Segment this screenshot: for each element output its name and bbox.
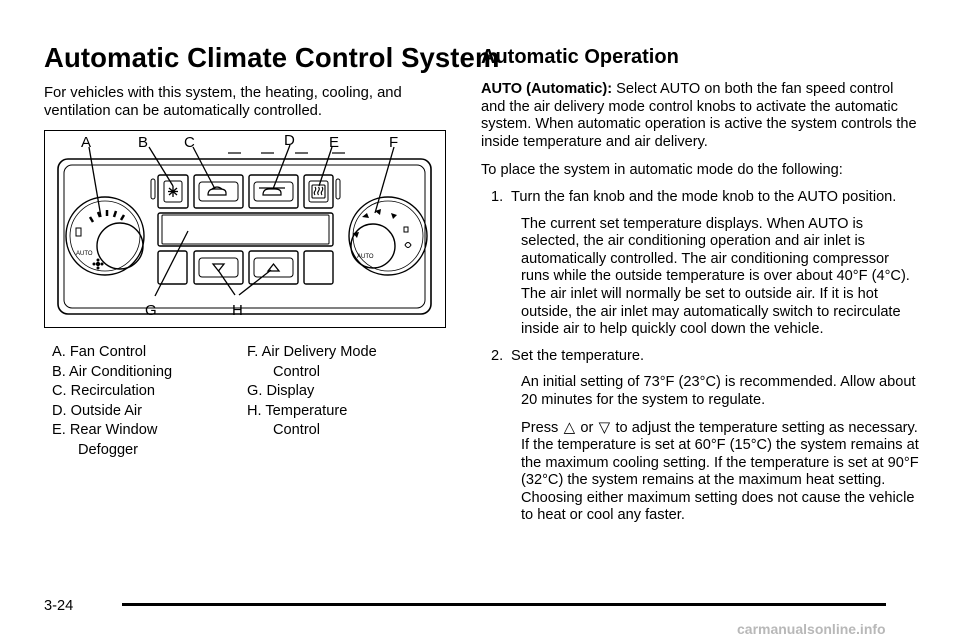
steps-intro: To place the system in automatic mode do the following: bbox=[481, 162, 843, 179]
panel-inner bbox=[64, 165, 425, 308]
or-text: or bbox=[576, 419, 598, 436]
legend-left bbox=[52, 343, 172, 461]
legend-item: D. Outside Air bbox=[52, 402, 143, 419]
step-title: Turn the fan knob and the mode knob to the AUTO position. bbox=[511, 188, 897, 205]
up-arrow-glyph: △ bbox=[563, 418, 576, 436]
step-2 bbox=[491, 348, 921, 366]
down-arrow-glyph: ▽ bbox=[598, 418, 611, 436]
step-2-detail-b bbox=[521, 419, 921, 526]
callout-e: E bbox=[329, 134, 340, 151]
callout-b: B bbox=[138, 134, 149, 151]
step-2-detail-block bbox=[491, 374, 921, 525]
climate-control-figure bbox=[44, 130, 446, 328]
step-2-detail-a: An initial setting of 73°F (23°C) is recommended. Allow about 20 minutes for the system to regulate. bbox=[521, 374, 916, 408]
step-title: Set the temperature. bbox=[511, 347, 645, 364]
legend-item: H. Temperature bbox=[247, 402, 348, 419]
left-column bbox=[44, 42, 500, 120]
mode-dial-auto-label: AUTO bbox=[357, 254, 374, 260]
callout-d: D bbox=[284, 132, 295, 149]
legend-item: G. Display bbox=[247, 383, 315, 400]
page-title: Automatic Climate Control System bbox=[44, 42, 500, 73]
callout-c: C bbox=[184, 134, 195, 151]
legend-item-continuation: Defogger bbox=[78, 441, 139, 458]
step-list bbox=[481, 189, 921, 525]
callout-h: H bbox=[232, 302, 243, 319]
legend-item: F. Air Delivery Mode bbox=[247, 344, 377, 360]
display-window bbox=[158, 213, 333, 246]
air-delivery-dial bbox=[349, 197, 427, 275]
callout-f: F bbox=[389, 134, 399, 151]
right-column bbox=[481, 44, 921, 525]
callout-a: A bbox=[81, 134, 92, 151]
auto-paragraph bbox=[481, 81, 921, 151]
up-arrow-icon bbox=[268, 264, 279, 271]
step-1-detail: The current set temperature displays. When AUTO is selected, the air conditioning operation and air inlet is automatically controlled. The air conditioning compressor runs while the outside temperature is over about 40°F (4°C). The air inlet will normally be set to outside air. If it is hot outside, the air inlet may automatically switch to recirculate inside air to help quickly cool down the vehicle. bbox=[521, 215, 910, 338]
fan-control-dial bbox=[66, 197, 144, 275]
auto-lead: AUTO (Automatic): bbox=[481, 81, 613, 97]
press-text: Press bbox=[521, 419, 563, 436]
legend-item-continuation: Control bbox=[273, 363, 321, 380]
climate-panel-illustration bbox=[45, 131, 444, 326]
step-number: 1. bbox=[491, 188, 504, 205]
legend-item: C. Recirculation bbox=[52, 383, 156, 400]
footer-rule bbox=[122, 603, 886, 606]
watermark: carmanualsonline.info bbox=[737, 621, 886, 637]
legend-item-continuation: Control bbox=[273, 422, 321, 439]
intro-paragraph: For vehicles with this system, the heating, cooling, and ventilation can be automatically controlled. bbox=[44, 85, 402, 119]
button-grid bbox=[158, 175, 333, 284]
auto-body: Select AUTO on both the fan speed control and the air delivery mode control knobs to activate the automatic system. When automatic operation is active the system controls the inside temperature and air delivery. bbox=[481, 81, 917, 150]
legend-item: A. Fan Control bbox=[52, 344, 147, 360]
legend-item: E. Rear Window bbox=[52, 422, 158, 439]
callout-g: G bbox=[145, 302, 157, 319]
step-2-detail-b-text: to adjust the temperature setting as necessary. If the temperature is set at 60°F (15°C) the system remains at the maximum cooling setting. If the temperature is set at 90°F (32°C) the system remains at the maximum heat setting. Choosing either maximum setting does not cause the vehicle to heat or cool any faster. bbox=[521, 419, 919, 524]
page-number: 3-24 bbox=[44, 598, 74, 614]
step-1-detail-block bbox=[491, 216, 921, 339]
fan-dial-auto-label: AUTO bbox=[76, 251, 93, 257]
step-1 bbox=[491, 189, 921, 207]
callout-lines bbox=[89, 145, 394, 296]
recirculation-icon bbox=[208, 187, 226, 195]
section-heading: Automatic Operation bbox=[481, 46, 679, 68]
outside-air-icon bbox=[259, 188, 285, 195]
legend-item: B. Air Conditioning bbox=[52, 363, 173, 380]
defrost-icon bbox=[405, 243, 411, 248]
ac-snowflake-icon bbox=[168, 186, 178, 197]
rear-defogger-icon bbox=[312, 185, 325, 198]
legend-right bbox=[247, 343, 377, 441]
step-number: 2. bbox=[491, 347, 504, 364]
